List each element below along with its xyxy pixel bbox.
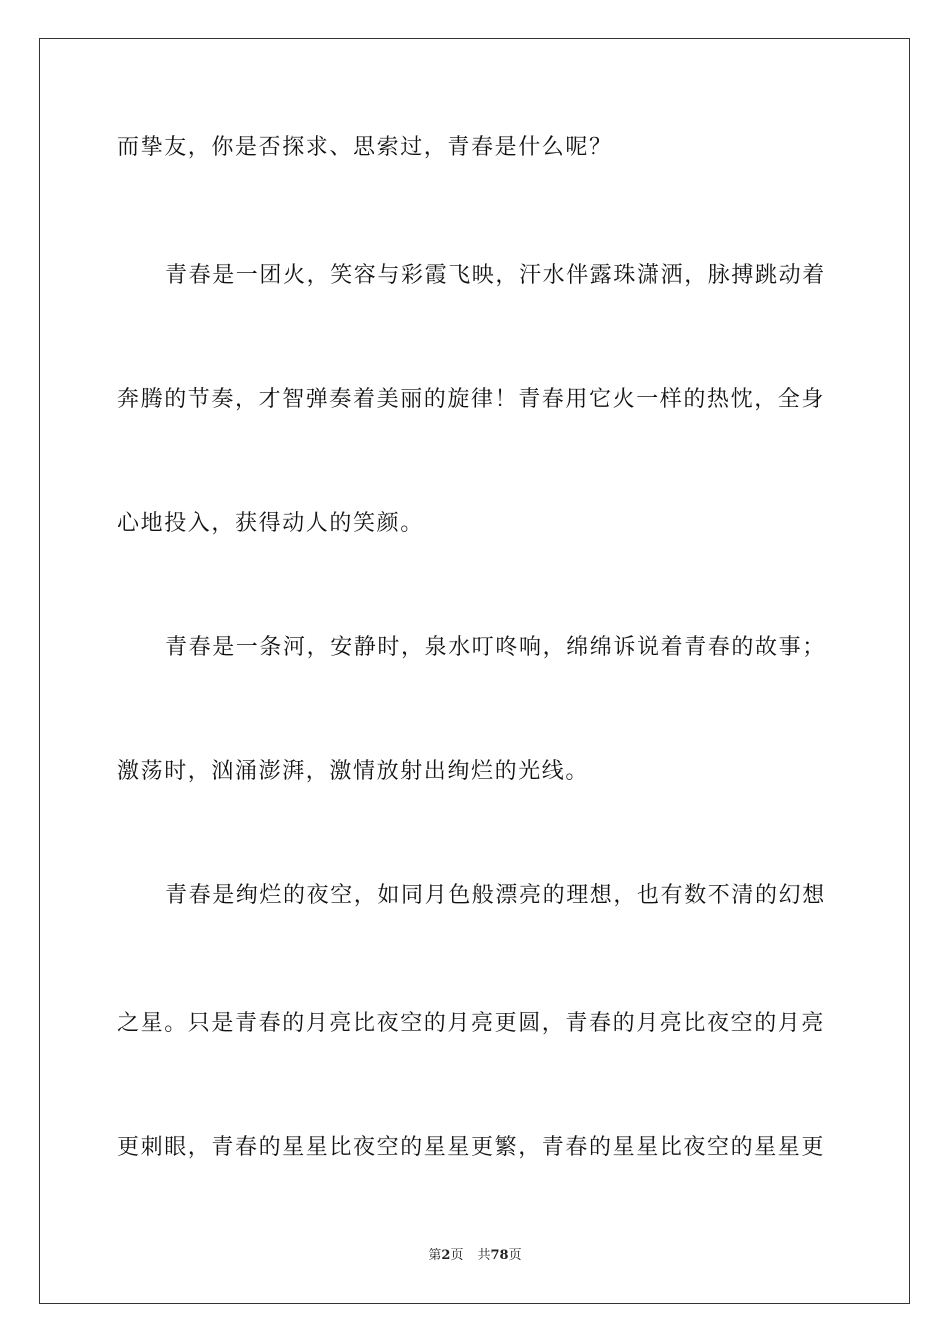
text-line-7: 青春是绚烂的夜空，如同月色般漂亮的理想，也有数不清的幻想 (165, 883, 826, 908)
text-line-8: 之星。只是青春的月亮比夜空的月亮更圆，青春的月亮比夜空的月亮 (117, 1011, 826, 1036)
page-border (39, 38, 910, 1304)
text-line-9: 更刺眼，青春的星星比夜空的星星更繁，青春的星星比夜空的星星更 (117, 1135, 826, 1160)
text-line-3: 奔腾的节奏，才智弹奏着美丽的旋律！青春用它火一样的热忱，全身 (117, 387, 826, 412)
page-prefix: 第 (428, 1248, 442, 1263)
total-prefix: 共 (477, 1248, 491, 1263)
text-line-4: 心地投入，获得动人的笑颜。 (117, 511, 424, 536)
total-suffix: 页 (508, 1248, 522, 1263)
page-number: 2 (441, 1248, 451, 1263)
total-pages: 78 (490, 1248, 509, 1263)
text-line-1: 而挚友，你是否探求、思索过，青春是什么呢？ (117, 135, 613, 160)
text-line-2: 青春是一团火，笑容与彩霞飞映，汗水伴露珠潇洒，脉搏跳动着 (165, 263, 826, 288)
page-suffix: 页 (450, 1248, 464, 1263)
text-line-5: 青春是一条河，安静时，泉水叮咚响，绵绵诉说着青春的故事； (165, 635, 826, 660)
page-footer (0, 1248, 950, 1264)
text-line-6: 激荡时，汹涌澎湃，激情放射出绚烂的光线。 (117, 759, 590, 784)
